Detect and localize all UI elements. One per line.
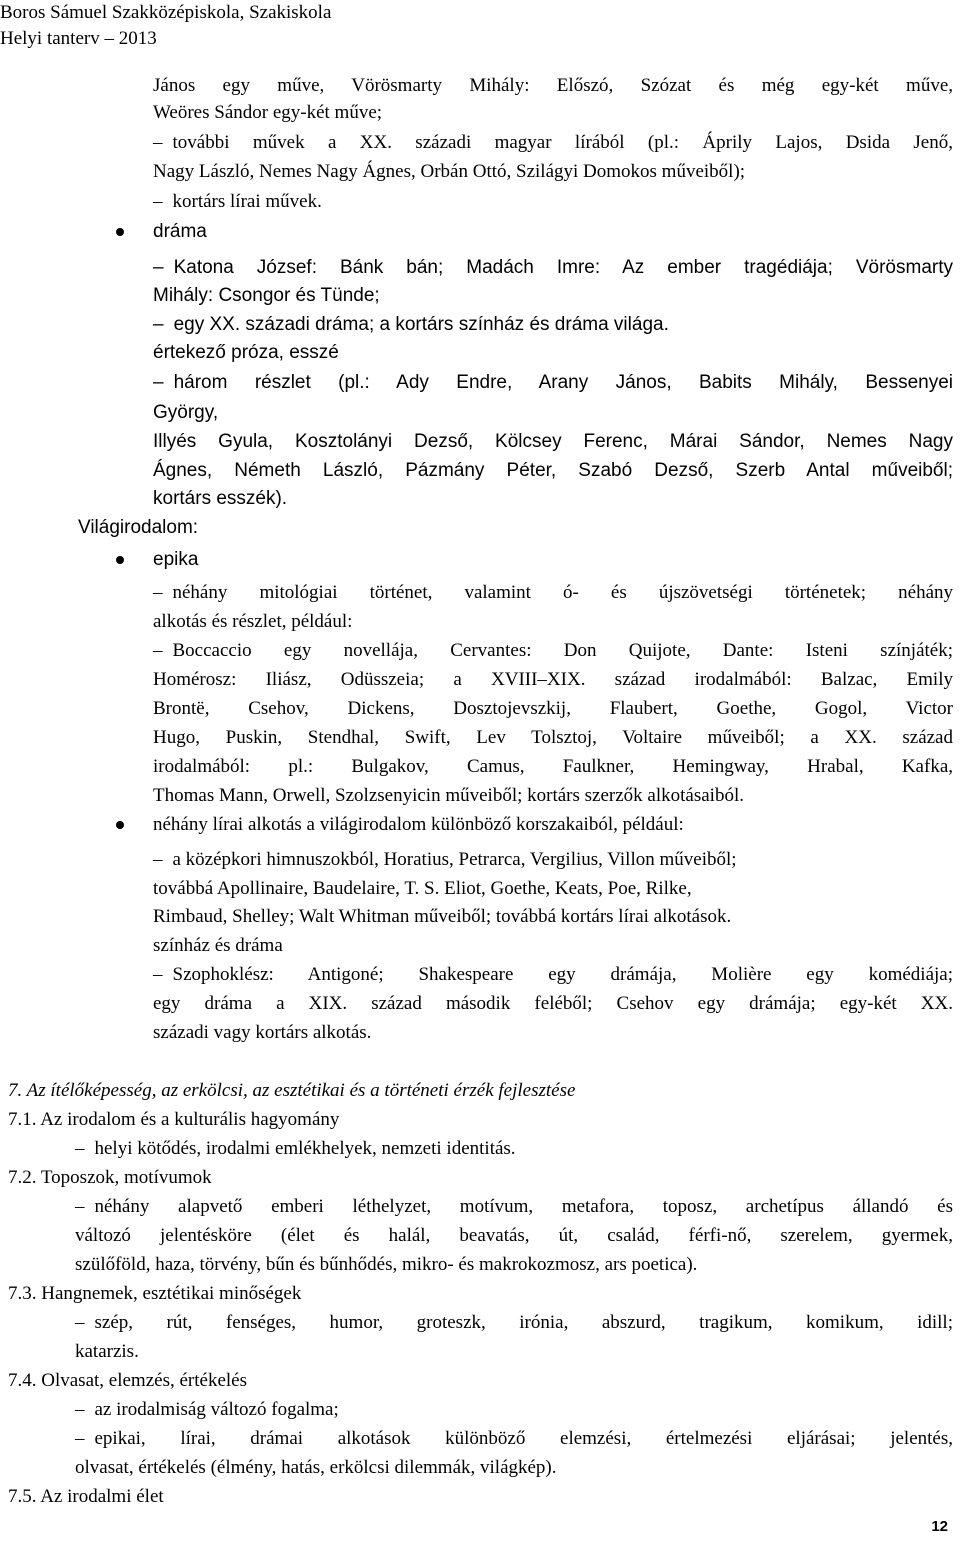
text-line: Hugo, Puskin, Stendhal, Swift, Lev Tolsztoj, Voltaire műveiből; a XX. század <box>153 727 953 748</box>
list-item: – három részlet (pl.: Ady Endre, Arany János, Babits Mihály, Bessenyei <box>153 372 953 393</box>
list-item: – Szophoklész: Antigoné; Shakespeare egy drámája, Molière egy komédiája; <box>153 964 953 985</box>
page-header <box>0 0 331 52</box>
bullet-icon <box>116 821 124 829</box>
text-line: János egy műve, Vörösmarty Mihály: Előszó, Szózat és még egy-két műve, <box>153 75 953 96</box>
dash-marker: – <box>75 1428 85 1449</box>
dash-marker: – <box>153 964 163 985</box>
subsection-7-2: 7.2. Toposzok, motívumok <box>8 1167 212 1188</box>
text-line: Brontë, Csehov, Dickens, Dosztojevszkij, Flaubert, Goethe, Gogol, Victor <box>153 698 953 719</box>
text-line: alkotás és részlet, például: <box>153 611 353 632</box>
text-line: Illyés Gyula, Kosztolányi Dezső, Kölcsey Ferenc, Márai Sándor, Nemes Nagy <box>153 431 953 452</box>
section-heading-7: 7. Az ítélőképesség, az erkölcsi, az esztétikai és a történeti érzék fejlesztése <box>8 1080 576 1101</box>
text-line: Thomas Mann, Orwell, Szolzsenyicin műveiből; kortárs szerzők alkotásaiból. <box>153 785 744 806</box>
text-line: Rimbaud, Shelley; Walt Whitman műveiből; továbbá kortárs lírai alkotások. <box>153 906 732 927</box>
subheading-epic: epika <box>153 549 199 570</box>
text-line: Mihály: Csongor és Tünde; <box>153 285 380 306</box>
list-item: – Katona József: Bánk bán; Madách Imre: Az ember tragédiája; Vörösmarty <box>153 257 953 278</box>
dash-marker: – <box>75 1312 85 1333</box>
curriculum-title: Helyi tanterv – 2013 <box>0 28 157 49</box>
list-item: – szép, rút, fenséges, humor, groteszk, irónia, abszurd, tragikum, komikum, idill; <box>75 1312 953 1333</box>
dash-marker: – <box>153 849 163 870</box>
subheading-theatre: színház és dráma <box>153 935 283 956</box>
text-line: változó jelentésköre (élet és halál, beavatás, út, család, férfi-nő, szerelem, gyermek, <box>75 1225 953 1246</box>
subheading-drama: dráma <box>153 221 207 242</box>
text-line: századi vagy kortárs alkotás. <box>153 1022 372 1043</box>
list-item: – egy XX. századi dráma; a kortárs színház és dráma világa. <box>153 314 669 335</box>
list-item: – Boccaccio egy novellája, Cervantes: Don Quijote, Dante: Isteni színjáték; <box>153 640 953 661</box>
list-item: – helyi kötődés, irodalmi emlékhelyek, nemzeti identitás. <box>75 1138 516 1159</box>
list-item: – epikai, lírai, drámai alkotások különböző elemzési, értelmezési eljárásai; jelentés, <box>75 1428 953 1449</box>
list-item: – néhány mitológiai történet, valamint ó- és újszövetségi történetek; néhány <box>153 582 953 603</box>
text-line: szülőföld, haza, törvény, bűn és bűnhődés, mikro- és makrokozmosz, ars poetica). <box>75 1254 698 1275</box>
list-item: – néhány alapvető emberi léthelyzet, motívum, metafora, toposz, archetípus állandó és <box>75 1196 953 1217</box>
text-line: Nagy László, Nemes Nagy Ágnes, Orbán Ottó, Szilágyi Domokos műveiből); <box>153 161 746 182</box>
text-line: György, <box>153 402 219 423</box>
bullet-icon <box>116 228 124 236</box>
dash-marker: – <box>153 314 164 335</box>
text-line: Homérosz: Iliász, Odüsszeia; a XVIII–XIX. század irodalmából: Balzac, Emily <box>153 669 953 690</box>
text-line: olvasat, értékelés (élmény, hatás, erkölcsi dilemmák, világkép). <box>75 1457 557 1478</box>
subheading-essay: értekező próza, esszé <box>153 342 339 363</box>
text-line: Ágnes, Németh László, Pázmány Péter, Szabó Dezső, Szerb Antal műveiből; <box>153 460 953 481</box>
bullet-icon <box>116 556 124 564</box>
subsection-7-5: 7.5. Az irodalmi élet <box>8 1486 164 1507</box>
subsection-7-3: 7.3. Hangnemek, esztétikai minőségek <box>8 1283 302 1304</box>
page-number: 12 <box>931 1518 948 1535</box>
section-heading: Világirodalom: <box>78 517 199 538</box>
list-item: – a középkori himnuszokból, Horatius, Petrarca, Vergilius, Villon műveiből; <box>153 849 737 870</box>
dash-marker: – <box>153 257 164 278</box>
dash-marker: – <box>75 1138 85 1159</box>
list-item: – az irodalmiság változó fogalma; <box>75 1399 339 1420</box>
text-line: kortárs esszék). <box>153 488 288 509</box>
subheading-lyric: néhány lírai alkotás a világirodalom különböző korszakaiból, például: <box>153 814 684 835</box>
text-line: irodalmából: pl.: Bulgakov, Camus, Faulkner, Hemingway, Hrabal, Kafka, <box>153 756 953 777</box>
subsection-7-1: 7.1. Az irodalom és a kulturális hagyomány <box>8 1109 340 1130</box>
dash-marker: – <box>153 640 163 661</box>
dash-marker: – <box>153 582 163 603</box>
dash-marker: – <box>153 191 163 212</box>
dash-marker: – <box>75 1399 85 1420</box>
list-item: – kortárs lírai művek. <box>153 191 322 212</box>
text-line: katarzis. <box>75 1341 139 1362</box>
dash-marker: – <box>153 132 163 153</box>
dash-marker: – <box>153 372 164 393</box>
dash-marker: – <box>75 1196 85 1217</box>
text-line: továbbá Apollinaire, Baudelaire, T. S. Eliot, Goethe, Keats, Poe, Rilke, <box>153 878 692 899</box>
text-line: egy dráma a XIX. század második feléből; Csehov egy drámája; egy-két XX. <box>153 993 953 1014</box>
school-name: Boros Sámuel Szakközépiskola, Szakiskola <box>0 2 332 23</box>
list-item: – további művek a XX. századi magyar lírából (pl.: Áprily Lajos, Dsida Jenő, <box>153 132 953 153</box>
text-line: Weöres Sándor egy-két műve; <box>153 102 383 123</box>
subsection-7-4: 7.4. Olvasat, elemzés, értékelés <box>8 1370 247 1391</box>
